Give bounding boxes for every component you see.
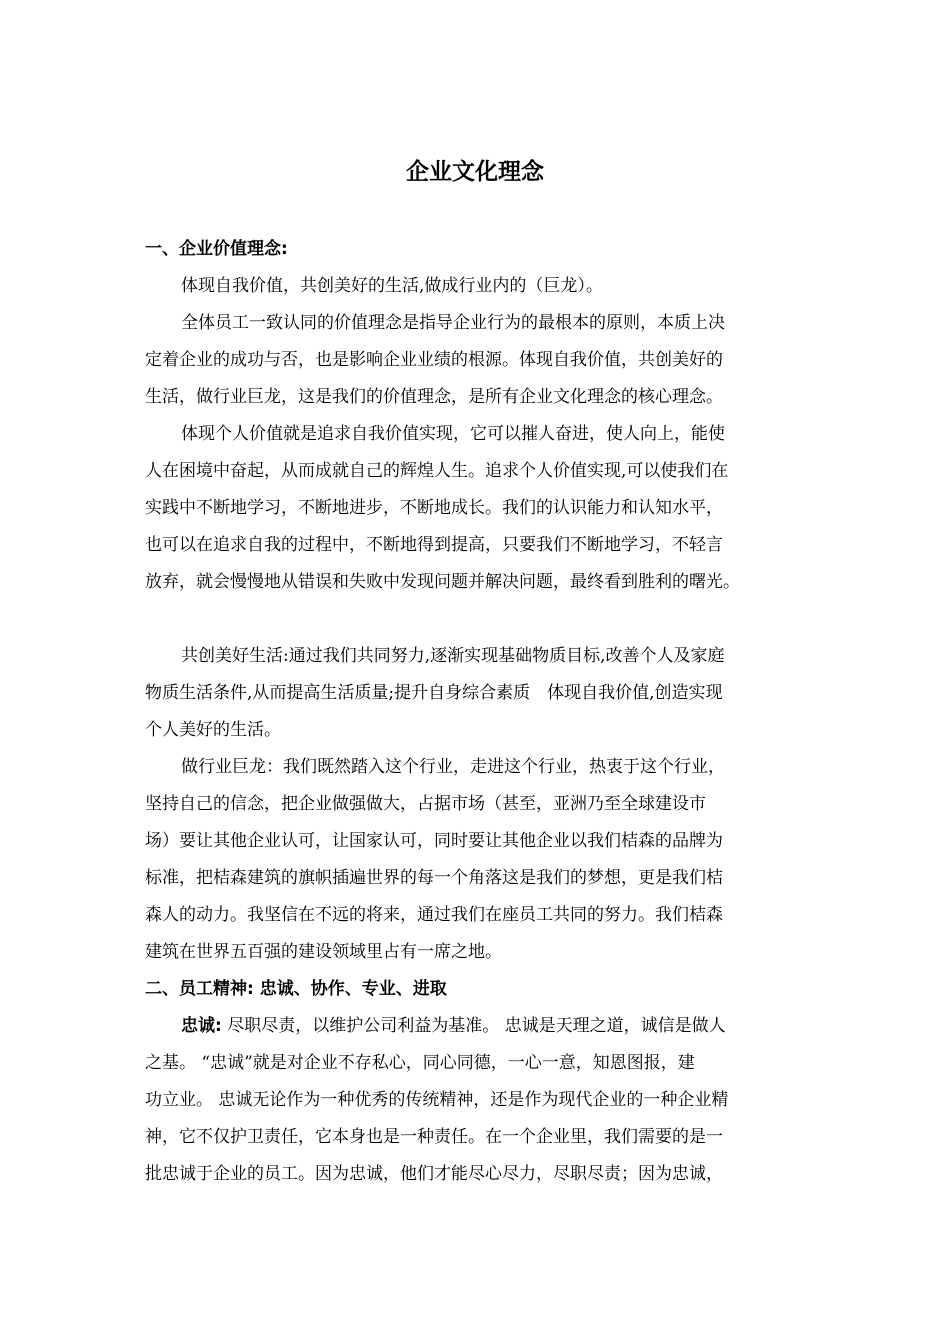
paragraph-line: 建筑在世界五百强的建设领域里占有一席之地。 — [145, 942, 502, 962]
paragraph-line: 共创美好生活:通过我们共同努力,逐渐实现基础物质目标,改善个人及家庭 — [181, 646, 725, 666]
paragraph-line: 实践中不断地学习，不断地进步，不断地成长。我们的认识能力和认知水平， — [145, 498, 723, 518]
paragraph-line: 生活，做行业巨龙，这是我们的价值理念，是所有企业文化理念的核心理念。 — [145, 387, 723, 407]
paragraph-line: 批忠诚于企业的员工。因为忠诚，他们才能尽心尽力，尽职尽责；因为忠诚， — [145, 1164, 723, 1184]
paragraph-line: 场）要让其他企业认可，让国家认可，同时要让其他企业以我们桔森的品牌为 — [145, 831, 723, 851]
paragraph-line: 全体员工一致认同的价值理念是指导企业行为的最根本的原则，本质上决 — [181, 313, 725, 333]
paragraph-line: 体现自我价值，共创美好的生活,做成行业内的（巨龙）。 — [181, 276, 603, 296]
paragraph-line: 森人的动力。我坚信在不远的将来，通过我们在座员工共同的努力。我们桔森 — [145, 905, 723, 925]
paragraph-line: 之基。 “忠诚”就是对企业不存私心，同心同德，一心一意，知恩图报，建 — [145, 1053, 695, 1073]
paragraph-line: 做行业巨龙：我们既然踏入这个行业，走进这个行业，热衷于这个行业， — [181, 757, 725, 777]
paragraph-line: 放弃，就会慢慢地从错误和失败中发现问题并解决问题，最终看到胜利的曙光。 — [145, 572, 740, 592]
loyalty-label: 忠诚: — [181, 1016, 222, 1036]
paragraph-line — [145, 1008, 807, 1045]
paragraph-text: 尽职尽责，以维护公司利益为基准。 忠诚是天理之道，诚信是做人 — [221, 1016, 726, 1036]
section-heading-value-philosophy: 一、企业价值理念: — [145, 239, 288, 259]
paragraph-line: 体现个人价值就是追求自我价值实现，它可以摧人奋进，使人向上，能使 — [181, 424, 725, 444]
document-title: 企业文化理念 — [406, 159, 544, 185]
paragraph-line: 也可以在追求自我的过程中，不断地得到提高，只要我们不断地学习，不轻言 — [145, 535, 723, 555]
document-body — [145, 231, 807, 1193]
blank-line — [145, 601, 807, 638]
paragraph-line: 标准，把桔森建筑的旗帜插遍世界的每一个角落这是我们的梦想，更是我们桔 — [145, 868, 723, 888]
paragraph-line: 物质生活条件,从而提高生活质量;提升自身综合素质 体现自我价值,创造实现 — [145, 683, 723, 703]
paragraph-line: 功立业。 忠诚无论作为一种优秀的传统精神，还是作为现代企业的一种企业精 — [145, 1090, 729, 1110]
paragraph-line: 个人美好的生活。 — [145, 720, 281, 740]
paragraph-line: 人在困境中奋起，从而成就自己的辉煌人生。追求个人价值实现,可以使我们在 — [145, 461, 729, 481]
paragraph-line: 坚持自己的信念，把企业做强做大，占据市场（甚至，亚洲乃至全球建设市 — [145, 794, 706, 814]
paragraph-line: 定着企业的成功与否，也是影响企业业绩的根源。体现自我价值，共创美好的 — [145, 350, 723, 370]
section-heading-employee-spirit: 二、员工精神: 忠诚、协作、专业、进取 — [145, 979, 447, 999]
paragraph-line: 神，它不仅护卫责任，它本身也是一种责任。在一个企业里，我们需要的是一 — [145, 1127, 723, 1147]
